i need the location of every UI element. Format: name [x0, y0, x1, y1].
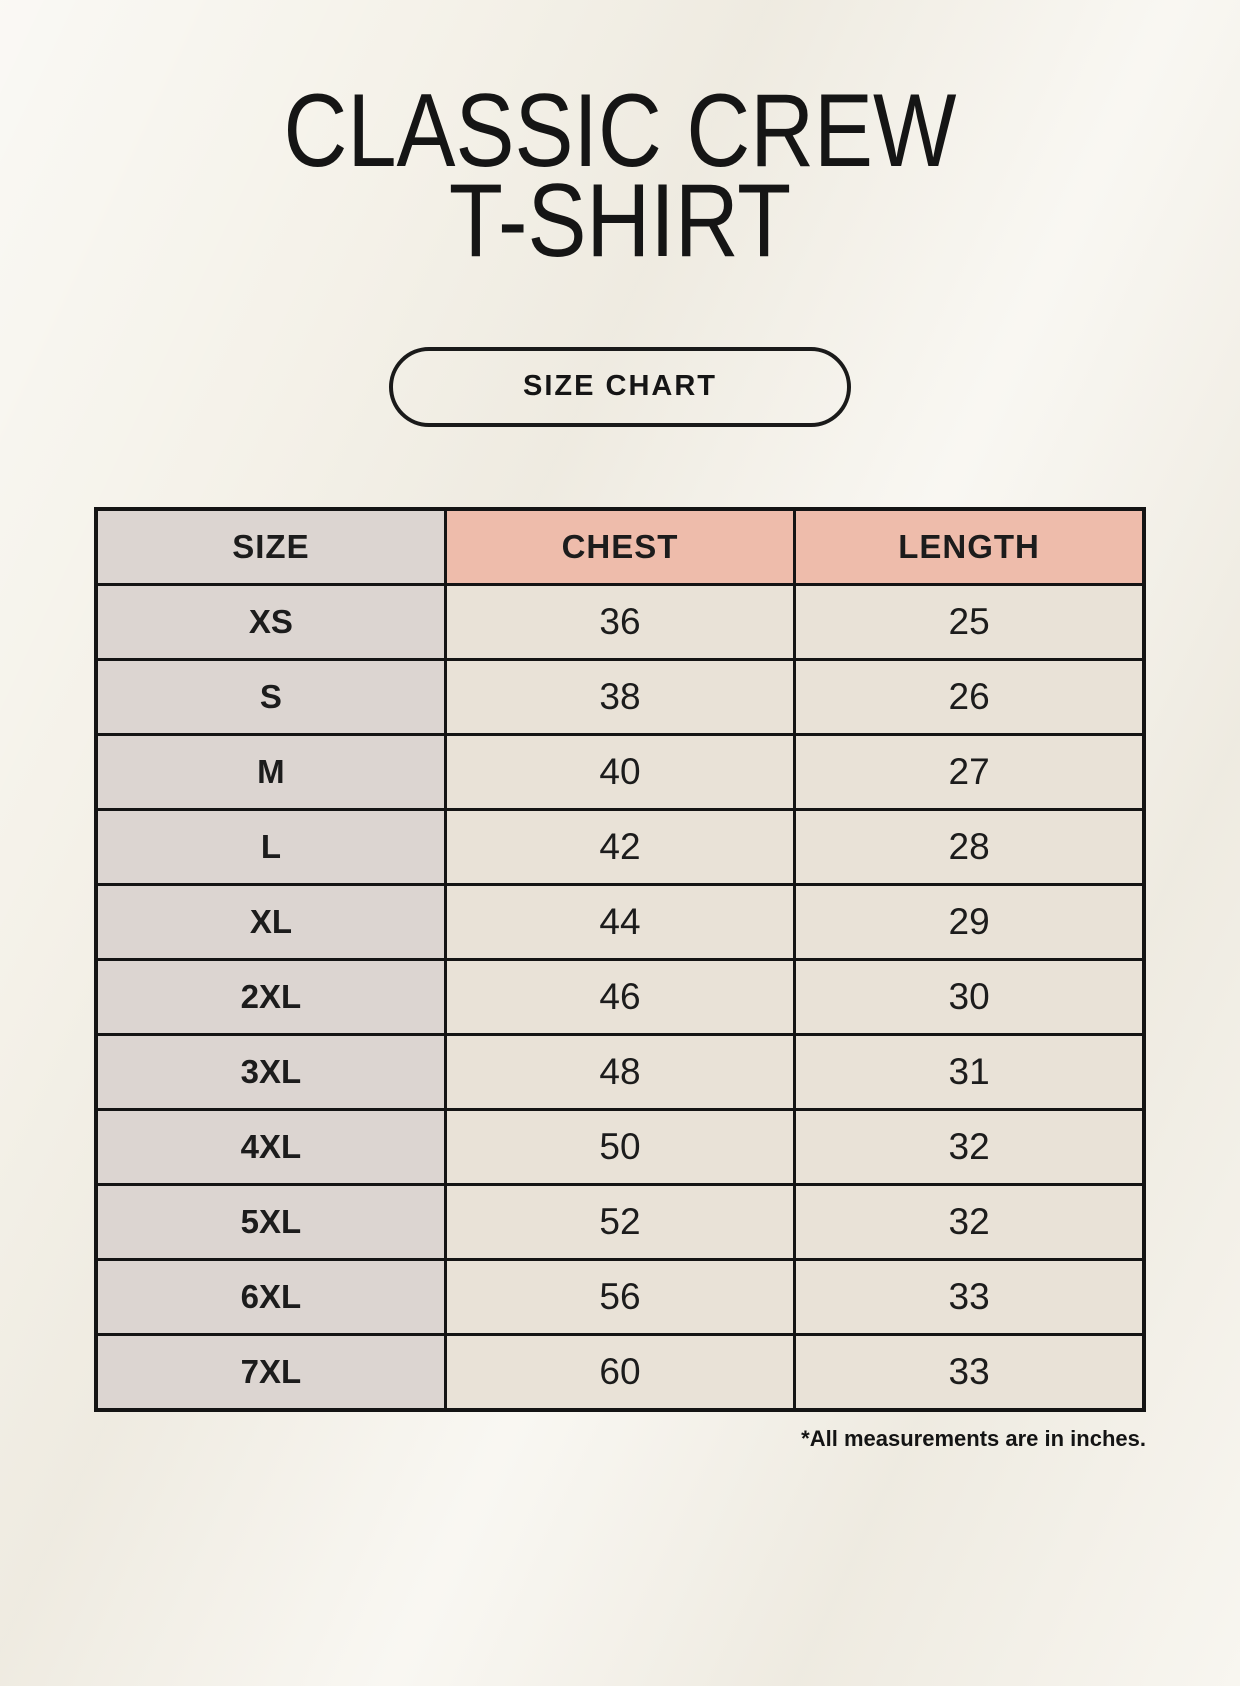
size-chart-badge-label: SIZE CHART	[523, 370, 717, 403]
size-chart-table-head	[96, 509, 1144, 585]
size-cell: L	[96, 809, 445, 884]
table-row	[96, 584, 1144, 659]
column-header-length: LENGTH	[795, 509, 1144, 585]
page-title-line-1: CLASSIC CREW	[283, 73, 957, 189]
length-cell: 33	[795, 1259, 1144, 1334]
header-row	[96, 509, 1144, 585]
size-cell: 7XL	[96, 1334, 445, 1410]
table-row	[96, 734, 1144, 809]
size-cell: XS	[96, 584, 445, 659]
table-row	[96, 959, 1144, 1034]
size-cell: M	[96, 734, 445, 809]
chest-cell: 40	[445, 734, 794, 809]
length-cell: 33	[795, 1334, 1144, 1410]
table-row	[96, 659, 1144, 734]
size-cell: XL	[96, 884, 445, 959]
size-cell: 6XL	[96, 1259, 445, 1334]
length-cell: 25	[795, 584, 1144, 659]
length-cell: 27	[795, 734, 1144, 809]
size-chart-table-container	[94, 507, 1146, 1412]
chest-cell: 50	[445, 1109, 794, 1184]
length-cell: 31	[795, 1034, 1144, 1109]
table-row	[96, 1259, 1144, 1334]
size-cell: 4XL	[96, 1109, 445, 1184]
table-row	[96, 809, 1144, 884]
table-row	[96, 1334, 1144, 1410]
size-chart-table-body	[96, 584, 1144, 1410]
size-cell: S	[96, 659, 445, 734]
chest-cell: 48	[445, 1034, 794, 1109]
size-cell: 3XL	[96, 1034, 445, 1109]
table-row	[96, 1109, 1144, 1184]
table-row	[96, 1034, 1144, 1109]
chest-cell: 52	[445, 1184, 794, 1259]
chest-cell: 56	[445, 1259, 794, 1334]
size-chart-badge	[389, 347, 851, 427]
chest-cell: 60	[445, 1334, 794, 1410]
size-chart-table	[94, 507, 1146, 1412]
table-row	[96, 1184, 1144, 1259]
measurements-footnote: *All measurements are in inches.	[801, 1425, 1146, 1451]
chest-cell: 38	[445, 659, 794, 734]
length-cell: 28	[795, 809, 1144, 884]
chest-cell: 44	[445, 884, 794, 959]
length-cell: 29	[795, 884, 1144, 959]
size-cell: 2XL	[96, 959, 445, 1034]
page-title-line-2: T-SHIRT	[448, 163, 792, 280]
chest-cell: 46	[445, 959, 794, 1034]
chest-cell: 42	[445, 809, 794, 884]
size-cell: 5XL	[96, 1184, 445, 1259]
column-header-size: SIZE	[96, 509, 445, 585]
length-cell: 32	[795, 1184, 1144, 1259]
size-chart-page	[0, 73, 1240, 1452]
length-cell: 32	[795, 1109, 1144, 1184]
table-row	[96, 884, 1144, 959]
column-header-chest: CHEST	[445, 509, 794, 585]
length-cell: 30	[795, 959, 1144, 1034]
length-cell: 26	[795, 659, 1144, 734]
page-title	[93, 73, 1147, 280]
chest-cell: 36	[445, 584, 794, 659]
